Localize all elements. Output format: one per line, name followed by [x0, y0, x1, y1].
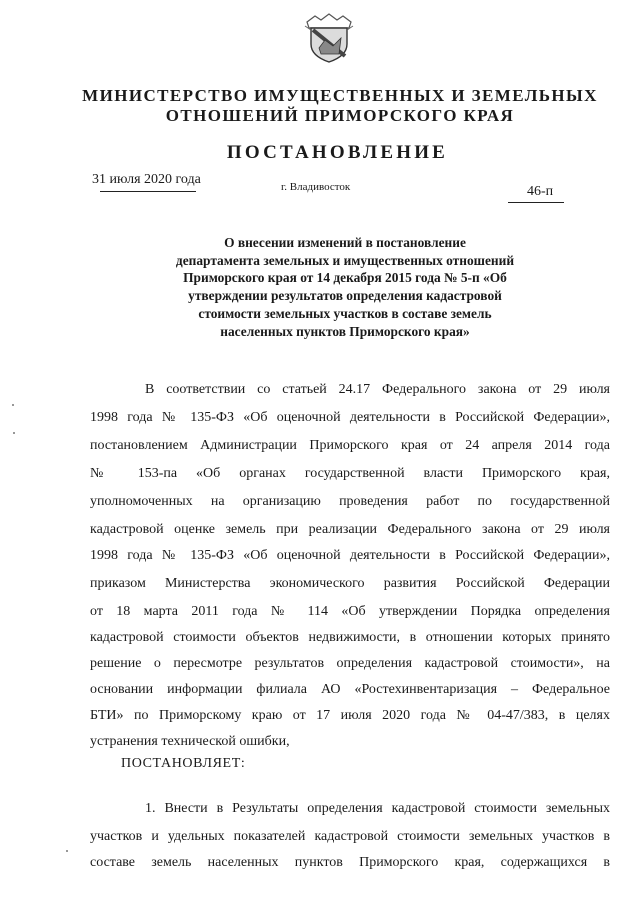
preamble-line: кадастровой оценке земель при реализации Федерального закона от 29 июля — [90, 522, 610, 537]
preamble-line: уполномоченных на организацию проведения работ по государственной — [90, 494, 610, 509]
document-type: ПОСТАНОВЛЕНИЕ — [226, 142, 449, 163]
document-number: 46-п — [527, 184, 554, 199]
preamble-line: устранения технической ошибки, — [90, 734, 290, 749]
subject-line: населенных пунктов Приморского края» — [220, 323, 470, 339]
document-city: г. Владивосток — [281, 181, 351, 193]
preamble-line: № 153-па «Об органах государственной власти Приморского края, — [90, 466, 610, 481]
date-underline — [100, 191, 196, 192]
ministry-name-line: ОТНОШЕНИЙ ПРИМОРСКОГО КРАЯ — [165, 106, 515, 125]
preamble-line: кадастровой стоимости объектов недвижимости, в отношении которых принято — [90, 630, 610, 645]
preamble-line: БТИ» по Приморскому краю от 17 июля 2020 года № 04-47/383, в целях — [90, 708, 610, 723]
item-line: 1. Внести в Результаты определения кадастровой стоимости земельных — [145, 801, 610, 816]
subject-line: утверждении результатов определения кадастровой — [188, 288, 502, 304]
primorsky-coat-of-arms-icon — [303, 8, 355, 64]
preamble-line: решение о пересмотре результатов определения кадастровой стоимости», на — [90, 656, 610, 671]
scan-speck — [13, 432, 15, 434]
number-underline — [508, 202, 564, 203]
subject-line: Приморского края от 14 декабря 2015 года № 5-п «Об — [183, 270, 507, 286]
document-subject — [155, 234, 535, 340]
ministry-name — [70, 86, 610, 126]
preamble-line: основании информации филиала АО «Ростехинвентаризация – Федеральное — [90, 682, 610, 697]
ministry-name-line: МИНИСТЕРСТВО ИМУЩЕСТВЕННЫХ И ЗЕМЕЛЬНЫХ — [82, 86, 598, 105]
preamble-line: приказом Министерства экономического развития Российской Федерации — [90, 576, 610, 591]
scan-speck — [66, 850, 68, 852]
subject-line: О внесении изменений в постановление — [224, 235, 466, 250]
subject-line: департамента земельных и имущественных отношений — [175, 252, 515, 268]
preamble-line: 1998 года № 135-ФЗ «Об оценочной деятельности в Российской Федерации», — [90, 410, 610, 425]
scan-speck — [12, 404, 14, 406]
subject-line: стоимости земельных участков в составе земель — [198, 305, 492, 321]
item-line: составе земель населенных пунктов Приморского края, содержащихся в — [90, 855, 610, 870]
preamble-line: от 18 марта 2011 года № 114 «Об утверждении Порядка определения — [90, 604, 610, 619]
item-line: участков и удельных показателей кадастровой стоимости земельных участков в — [90, 829, 610, 844]
document-date: 31 июля 2020 года — [92, 172, 201, 187]
resolves-heading: ПОСТАНОВЛЯЕТ: — [121, 756, 246, 771]
preamble-line: В соответствии со статьей 24.17 Федерального закона от 29 июля — [145, 382, 610, 397]
preamble-line: 1998 года № 135-ФЗ «Об оценочной деятельности в Российской Федерации», — [90, 548, 610, 563]
preamble-line: постановлением Администрации Приморского края от 24 апреля 2014 года — [90, 438, 610, 453]
